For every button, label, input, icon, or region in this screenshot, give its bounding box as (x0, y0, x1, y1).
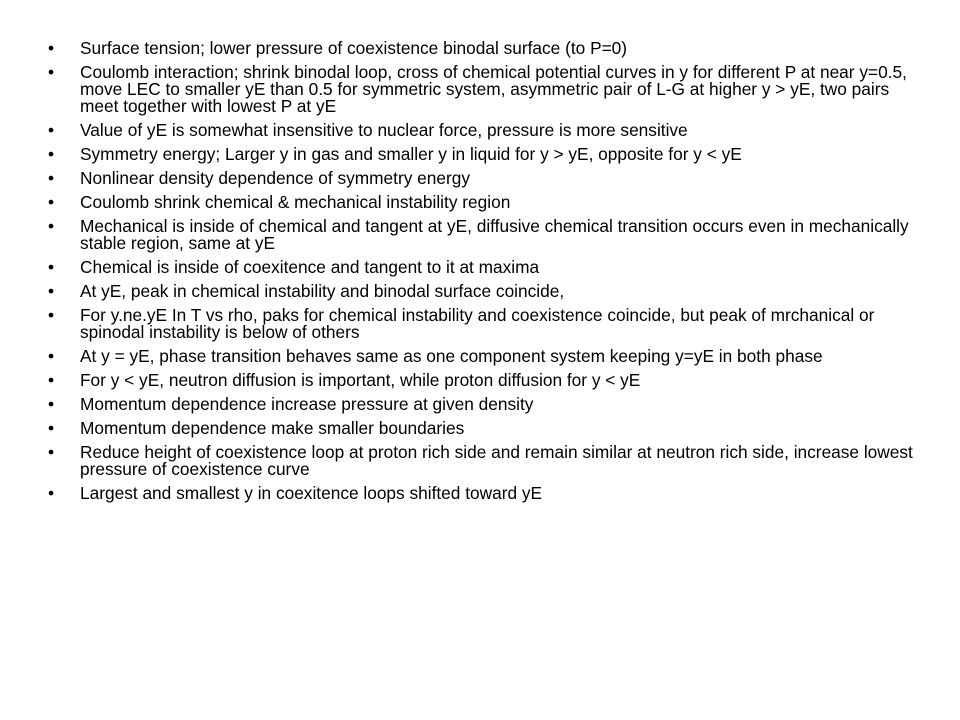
bullet-text: Chemical is inside of coexitence and tangent to it at maxima (80, 257, 540, 277)
bullet-item (48, 170, 918, 187)
bullet-dot-icon: • (48, 418, 55, 438)
bullet-dot-icon: • (48, 62, 55, 82)
bullet-item (48, 40, 918, 57)
bullet-item (48, 485, 918, 502)
bullet-item (48, 372, 918, 389)
bullet-text: At y = yE, phase transition behaves same as one component system keeping y=yE in both phase (80, 346, 823, 366)
bullet-text: Surface tension; lower pressure of coexistence binodal surface (to P=0) (80, 38, 628, 58)
bullet-dot-icon: • (48, 370, 55, 390)
bullet-dot-icon: • (48, 394, 55, 414)
bullet-dot-icon: • (48, 257, 55, 277)
bullet-item (48, 194, 918, 211)
bullet-dot-icon: • (48, 281, 55, 301)
bullet-dot-icon: • (48, 168, 55, 188)
bullet-text: Value of yE is somewhat insensitive to nuclear force, pressure is more sensitive (80, 120, 688, 140)
bullet-dot-icon: • (48, 192, 55, 212)
bullet-item (48, 259, 918, 276)
bullet-item (48, 396, 918, 413)
bullet-text: Momentum dependence make smaller boundaries (80, 418, 465, 438)
bullet-text: Symmetry energy; Larger y in gas and smaller y in liquid for y > yE, opposite for y < yE (80, 144, 742, 164)
bullet-text: Momentum dependence increase pressure at given density (80, 394, 534, 414)
bullet-dot-icon: • (48, 442, 55, 462)
bullet-text: Coulomb interaction; shrink binodal loop, cross of chemical potential curves in y for different P at near y=0.5, move LEC to smaller yE than 0.5 for symmetric system, asymmetric pair of L-G at higher y > yE, two pairs meet together with lowest P at yE (80, 62, 907, 116)
bullet-dot-icon: • (48, 483, 55, 503)
bullet-text: Nonlinear density dependence of symmetry energy (80, 168, 471, 188)
bullet-list (48, 40, 918, 509)
bullet-text: Mechanical is inside of chemical and tangent at yE, diffusive chemical transition occurs even in mechanically stable region, same at yE (80, 216, 909, 253)
bullet-item (48, 218, 918, 252)
bullet-item (48, 146, 918, 163)
bullet-dot-icon: • (48, 216, 55, 236)
bullet-item (48, 348, 918, 365)
bullet-text: Reduce height of coexistence loop at proton rich side and remain similar at neutron rich side, increase lowest pressure of coexistence curve (80, 442, 913, 479)
bullet-item (48, 283, 918, 300)
bullet-dot-icon: • (48, 144, 55, 164)
bullet-item (48, 307, 918, 341)
bullet-item (48, 122, 918, 139)
bullet-item (48, 420, 918, 437)
bullet-dot-icon: • (48, 346, 55, 366)
bullet-dot-icon: • (48, 38, 55, 58)
bullet-text: Largest and smallest y in coexitence loops shifted toward yE (80, 483, 543, 503)
bullet-text: For y.ne.yE In T vs rho, paks for chemical instability and coexistence coincide, but peak of mrchanical or spinodal instability is below of others (80, 305, 875, 342)
bullet-text: Coulomb shrink chemical & mechanical instability region (80, 192, 511, 212)
bullet-text: At yE, peak in chemical instability and binodal surface coincide, (80, 281, 565, 301)
bullet-text: For y < yE, neutron diffusion is important, while proton diffusion for y < yE (80, 370, 641, 390)
bullet-dot-icon: • (48, 120, 55, 140)
bullet-item (48, 444, 918, 478)
bullet-dot-icon: • (48, 305, 55, 325)
bullet-item (48, 64, 918, 115)
